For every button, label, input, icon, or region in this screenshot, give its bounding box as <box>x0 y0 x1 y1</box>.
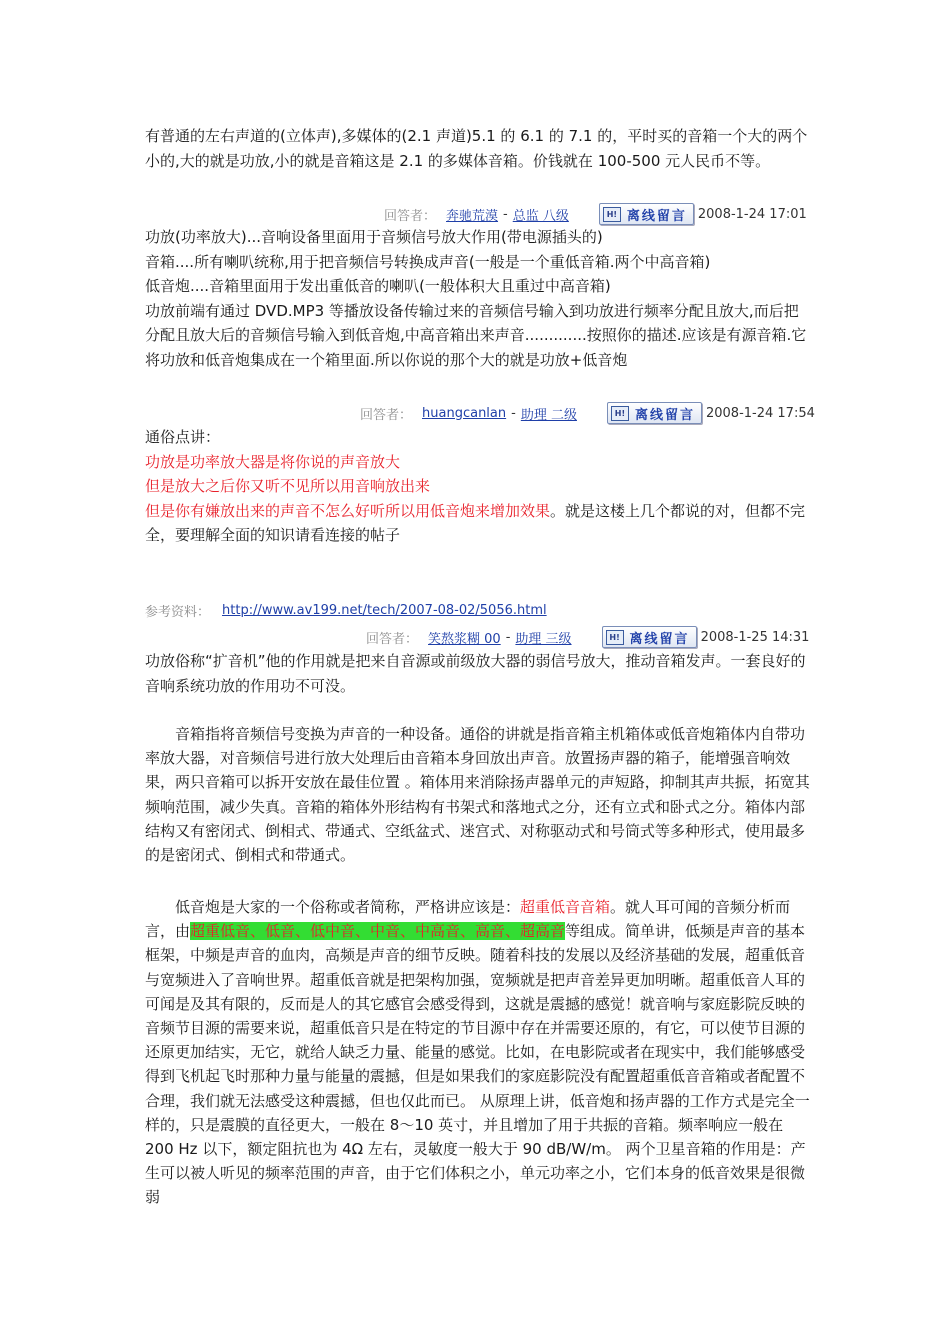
answer3-tail: 。就是这楼上几个都说的对，但都不完全，要理解全面的知识请看连接的帖子 <box>145 501 806 544</box>
reference-link[interactable]: http://www.av199.net/tech/2007-08-02/5056.html <box>222 602 547 618</box>
answer1-text: 有普通的左右声道的(立体声),多媒体的(2.1 声道)5.1 的 6.1 的 7.1 的，平时买的音箱一个大的两个小的,大的就是功放,小的就是音箱这是 2.1 的多媒体音箱。价钱就在 100-500 元人民币不等。 <box>145 127 808 170</box>
answer4-paragraph-2: 音箱指将音频信号变换为声音的一种设备。通俗的讲就是指音箱主机箱体或低音炮箱体内自带功率放大器，对音频信号进行放大处理后由音箱本身回放出声音。放置扬声器的箱子，能增强音响效果，两只音箱可以拆开安放在最佳位置 。箱体用来消除扬声器单元的声短路，抑制其声共振，拓宽其频响范围，减少失真。音箱的箱体外形结构有书架式和落地式之分，还有立式和卧式之分。箱体内部结构又有密闭式、倒相式、带通式、空纸盆式、迷宫式、对称驱动式和号筒式等多种形式，使用最多的是密闭式、倒相式和带通式。 <box>145 725 810 865</box>
p3-text: 低音炮是大家的一个俗称或者简称，严格讲应该是： <box>175 898 521 916</box>
reference <box>145 598 547 622</box>
answer-timestamp: 2008-1-24 17:01 <box>697 206 807 222</box>
separator: - <box>511 405 516 421</box>
answer4-paragraph-3 <box>145 895 810 1210</box>
answer3-meta <box>366 625 809 649</box>
reference-label: 参考资料： <box>145 604 211 620</box>
answer2-line: 功放(功率放大)...音响设备里面用于音频信号放大作用(带电源插头的) <box>145 228 603 246</box>
answer3-text <box>145 425 810 548</box>
answerer-label: 回答者： <box>366 631 419 647</box>
offline-message-button[interactable] <box>599 203 694 225</box>
answerer-label: 回答者： <box>360 407 413 423</box>
offline-message-button[interactable] <box>607 402 702 424</box>
offline-message-label: 离线留言 <box>634 407 695 423</box>
answer3-intro: 通俗点讲： <box>145 428 221 446</box>
rank-link[interactable]: 总监 八级 <box>512 208 569 224</box>
answer2-line: 音箱....所有喇叭统称,用于把音频信号转换成声音(一般是一个重低音箱.两个中高音箱) <box>145 252 711 271</box>
answerer-link[interactable]: 笑熬浆糊 00 <box>428 631 501 647</box>
answer4-paragraph-1: 功放俗称“扩音机”他的作用就是把来自音源或前级放大器的弱信号放大，推动音箱发声。一套良好的音响系统功放的作用功不可没。 <box>145 652 806 695</box>
p3-highlight: 超重低音、低音、低中音、中音、中高音、高音、超高音 <box>190 922 566 941</box>
offline-message-button[interactable] <box>602 626 697 648</box>
answerer-link[interactable]: huangcanlan <box>422 405 507 421</box>
message-icon: H! <box>603 207 621 222</box>
message-icon: H! <box>606 630 624 645</box>
answer3-red-line: 但是放大之后你又听不见所以用音响放出来 <box>145 477 431 495</box>
answer2-meta <box>360 401 815 425</box>
answerer-label: 回答者： <box>384 208 437 224</box>
answer1-meta <box>384 202 807 226</box>
p3-text: 。就人耳可闻的音频分析而言，由 <box>145 898 791 941</box>
answer2-text <box>145 225 810 372</box>
answer-timestamp: 2008-1-25 14:31 <box>700 629 810 645</box>
answer2-line: 低音炮....音箱里面用于发出重低音的喇叭(一般体积大且重过中高音箱) <box>145 277 611 295</box>
separator: - <box>503 206 508 222</box>
offline-message-label: 离线留言 <box>629 631 690 647</box>
p3-text: 等组成。简单讲，低频是声音的基本框架，中频是声音的血肉，高频是声音的细节反映。随着科技的发展以及经济基础的发展，超重低音与宽频进入了音响世界。超重低音就是把架构加强，宽频就是把声音差异更加明晰。超重低音人耳的可闻是及其有限的，反而是人的其它感官会感受得到，这就是震撼的感觉！就音响与家庭影院反映的音频节目源的需要来说，超重低音只是在特定的节目源中存在并需要还原的，有它，可以使节目源的还原更加结实，无它，就给人缺乏力量、能量的感觉。比如，在电影院或者在现实中，我们能够感受得到飞机起飞时那种力量与能量的震撼，但是如果我们的家庭影院没有配置超重低音音箱或者配置不合理，我们就无法感受这种震撼，但也仅此而已。 从原理上讲，低音炮和扬声器的工作方式是完全一样的，只是震膜的直径更大，一般在 8～10 英寸，并且增加了用于共振的音箱。频率响应一般在 200 Hz 以下，额定阻抗也为 4Ω 左右，灵敏度一般大于 90 dB/W/m。 两个卫星音箱的作用是：产生可以被人听见的频率范围的声音，由于它们体积之小，单元功率之小，它们本身的低音效果是很微弱 <box>145 922 810 1207</box>
rank-link[interactable]: 助理 三级 <box>515 631 572 647</box>
answerer-link[interactable]: 奔驰荒漠 <box>446 208 499 224</box>
answer3-red-line: 功放是功率放大器是将你说的声音放大 <box>145 452 401 471</box>
separator: - <box>505 629 511 645</box>
answer-timestamp: 2008-1-24 17:54 <box>705 405 815 421</box>
answer3-red-line: 但是你有嫌放出来的声音不怎么好听所以用低音炮来增加效果 <box>145 501 551 520</box>
rank-link[interactable]: 助理 二级 <box>520 407 577 423</box>
message-icon: H! <box>611 406 629 421</box>
answer2-line: 功放前端有通过 DVD.MP3 等播放设备传输过来的音频信号输入到功放进行频率分配且放大,而后把分配且放大后的音频信号输入到低音炮,中高音箱出来声音.............按照你的描述.应该是有源音箱.它将功放和低音炮集成在一个箱里面.所以你说的那个大的就是功放+低音炮 <box>145 301 807 369</box>
p3-red-term: 超重低音音箱 <box>520 898 611 916</box>
offline-message-label: 离线留言 <box>626 208 687 224</box>
